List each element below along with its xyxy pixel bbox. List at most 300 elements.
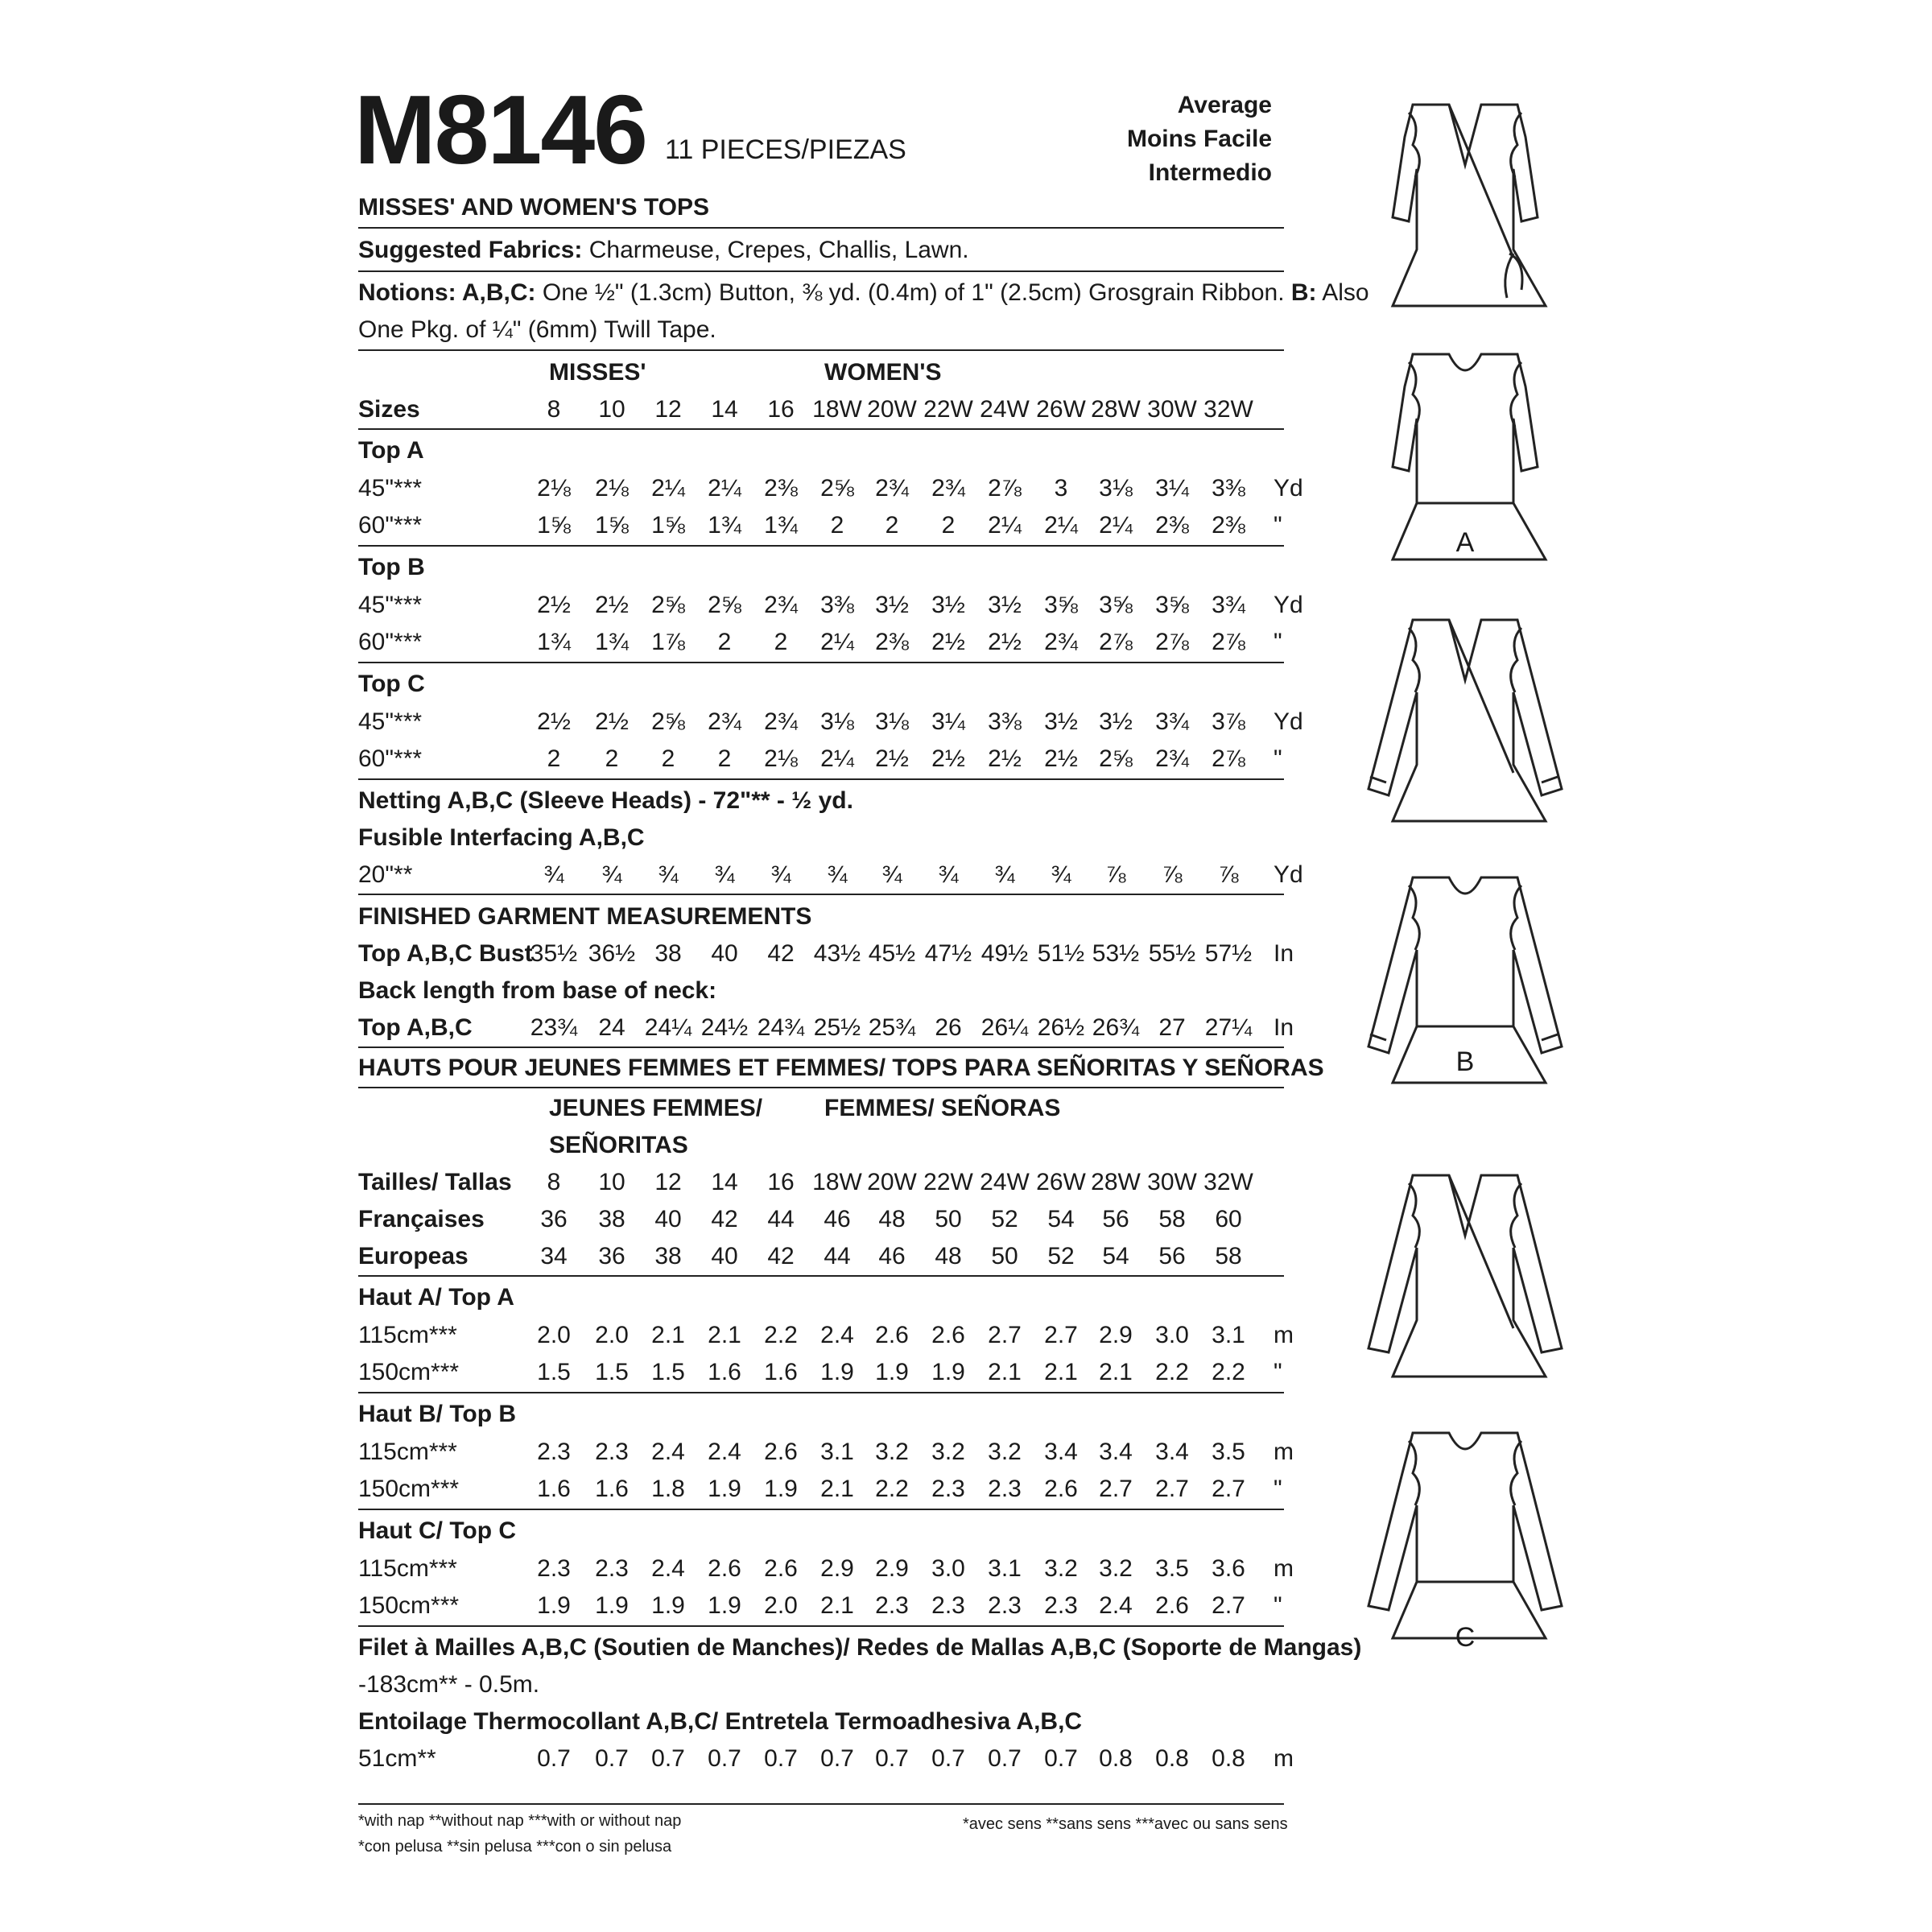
size-header: 28W [1091, 396, 1141, 423]
table-cell: 2.0 [764, 1592, 798, 1619]
table-cell: 2 [941, 512, 956, 539]
netting-amount-metric: -183cm** - 0.5m. [358, 1671, 540, 1698]
table-cell: 2⅝ [1099, 745, 1133, 772]
table-cell: 47½ [924, 940, 972, 967]
table-cell: 3⅝ [1155, 592, 1189, 618]
table-cell: 1.5 [537, 1359, 571, 1385]
table-cell: 2⅞ [1212, 629, 1245, 655]
misses-label-es: SEÑORITAS [549, 1132, 688, 1158]
table-cell: 2.7 [1212, 1476, 1245, 1502]
table-cell: 2⅞ [988, 475, 1022, 502]
table-cell: 24¼ [644, 1014, 692, 1041]
pattern-number: M8146 [354, 75, 647, 184]
table-cell: 1.6 [708, 1359, 741, 1385]
table-cell: 1⅝ [651, 512, 685, 539]
table-cell: 2⅞ [1212, 745, 1245, 772]
table-cell: 46 [824, 1206, 851, 1232]
level-es: Intermedio [1148, 159, 1272, 186]
table-cell: 3⅝ [1099, 592, 1133, 618]
table-cell: 2.4 [651, 1439, 685, 1465]
table-cell: 0.7 [875, 1745, 909, 1772]
table-cell: 2⅞ [1155, 629, 1189, 655]
table-cell: 2 [547, 745, 561, 772]
table-cell: 2.4 [1099, 1592, 1133, 1619]
table-cell: 3⅜ [820, 592, 854, 618]
table-cell: 48 [878, 1206, 906, 1232]
table-cell: 2.4 [651, 1555, 685, 1582]
table-cell: 27¼ [1204, 1014, 1253, 1041]
table-cell: 1¾ [537, 629, 571, 655]
divider [358, 545, 1284, 547]
table-cell: 0.7 [1044, 1745, 1078, 1772]
table-cell: 2½ [1044, 745, 1078, 772]
table-cell: 42 [767, 1243, 795, 1269]
divider [358, 270, 1284, 272]
table-cell: 2⅜ [1155, 512, 1189, 539]
table-cell: ¾ [881, 861, 902, 888]
table-cell: 24W [980, 1169, 1030, 1195]
table-cell: 3.6 [1212, 1555, 1245, 1582]
notions-label: Notions: A,B,C: [358, 279, 536, 306]
size-header: 10 [598, 396, 625, 423]
size-header: 20W [867, 396, 917, 423]
table-cell: 3.0 [1155, 1322, 1189, 1348]
footnote-es: *con pelusa **sin pelusa ***con o sin pelusa [358, 1838, 672, 1856]
interfacing-title-metric: Entoilage Thermocollant A,B,C/ Entretela Termoadhesiva A,B,C [358, 1708, 1083, 1735]
group-title: Top B [358, 554, 425, 580]
table-cell: 3½ [1044, 708, 1078, 735]
table-cell: 2 [661, 745, 675, 772]
table-cell: 2.6 [708, 1555, 741, 1582]
table-cell: 54 [1102, 1243, 1129, 1269]
table-cell: 1.9 [708, 1592, 741, 1619]
table-cell: 2¼ [1099, 512, 1133, 539]
pattern-pieces-count: 11 PIECES/PIEZAS [665, 134, 906, 165]
table-cell: 45½ [868, 940, 916, 967]
unit-label: In [1274, 1014, 1294, 1041]
row-label: 60"*** [358, 512, 423, 539]
table-cell: 2.1 [820, 1476, 854, 1502]
view-a-label: A [1455, 527, 1475, 558]
table-cell: 3.4 [1155, 1439, 1189, 1465]
footnote-fr: *avec sens **sans sens ***avec ou sans sens [963, 1815, 1288, 1833]
table-cell: 44 [767, 1206, 795, 1232]
table-cell: 2⅝ [820, 475, 854, 502]
unit-label: " [1274, 629, 1282, 655]
table-cell: 2.4 [708, 1439, 741, 1465]
table-cell: 42 [767, 940, 795, 967]
row-label: 60"*** [358, 629, 423, 655]
row-label: 20"** [358, 861, 413, 888]
table-cell: ¾ [827, 861, 848, 888]
table-cell: 51½ [1037, 940, 1085, 967]
footnote-en: *with nap **without nap ***with or without nap [358, 1812, 682, 1830]
netting-line-metric: Filet à Mailles A,B,C (Soutien de Manches)/ Redes de Mallas A,B,C (Soporte de Mangas) [358, 1634, 1362, 1661]
fabrics-text: Charmeuse, Crepes, Challis, Lawn. [588, 237, 969, 263]
table-cell: 2.7 [988, 1322, 1022, 1348]
row-label: Tailles/ Tallas [358, 1169, 512, 1195]
view-c-back-sketch [1320, 604, 1610, 837]
table-cell: 3⅛ [875, 708, 909, 735]
table-cell: 22W [923, 1169, 973, 1195]
table-cell: 25¾ [868, 1014, 916, 1041]
table-cell: 2¾ [875, 475, 909, 502]
table-cell: 2 [774, 629, 788, 655]
table-cell: 24¾ [757, 1014, 805, 1041]
table-cell: 38 [654, 1243, 682, 1269]
table-cell: 10 [598, 1169, 625, 1195]
table-cell: 0.7 [820, 1745, 854, 1772]
table-cell: 26 [935, 1014, 962, 1041]
table-cell: 2.1 [1099, 1359, 1133, 1385]
table-cell: 1.9 [820, 1359, 854, 1385]
table-cell: 2⅞ [1099, 629, 1133, 655]
table-cell: 1⅞ [651, 629, 685, 655]
divider [358, 1625, 1284, 1627]
table-cell: ¾ [543, 861, 564, 888]
divider [358, 349, 1284, 351]
row-label: 150cm*** [358, 1476, 460, 1502]
table-cell: 3⅜ [1212, 475, 1245, 502]
table-cell: 3⅞ [1212, 708, 1245, 735]
table-cell: 2¼ [651, 475, 685, 502]
table-cell: 2¼ [988, 512, 1022, 539]
table-cell: 2.6 [931, 1322, 965, 1348]
group-title: Haut A/ Top A [358, 1284, 514, 1311]
table-cell: 2¾ [1044, 629, 1078, 655]
divider [358, 894, 1284, 895]
table-cell: 26½ [1037, 1014, 1085, 1041]
table-cell: 2½ [595, 708, 629, 735]
row-label: 51cm** [358, 1745, 436, 1772]
table-cell: 3 [1054, 475, 1068, 502]
table-cell: 48 [935, 1243, 962, 1269]
table-cell: 26¼ [980, 1014, 1029, 1041]
divider [358, 227, 1284, 229]
table-cell: 0.7 [988, 1745, 1022, 1772]
unit-label: m [1274, 1322, 1294, 1348]
notions-tail: Also [1322, 279, 1369, 306]
table-cell: 2.1 [820, 1592, 854, 1619]
row-label: 45"*** [358, 708, 423, 735]
table-cell: 2.1 [651, 1322, 685, 1348]
table-cell: 25½ [813, 1014, 861, 1041]
size-header: 30W [1147, 396, 1197, 423]
table-cell: 1.6 [595, 1476, 629, 1502]
table-cell: 2.9 [875, 1555, 909, 1582]
table-cell: 2⅛ [764, 745, 798, 772]
womens-label: WOMEN'S [824, 359, 942, 386]
table-cell: 2.3 [1044, 1592, 1078, 1619]
size-header: 24W [980, 396, 1030, 423]
table-cell: 2¾ [1155, 745, 1189, 772]
table-cell: 1.9 [764, 1476, 798, 1502]
row-label: 150cm*** [358, 1592, 460, 1619]
unit-label: Yd [1274, 708, 1303, 735]
table-cell: 2.6 [1155, 1592, 1189, 1619]
table-cell: 12 [654, 1169, 682, 1195]
row-label: 150cm*** [358, 1359, 460, 1385]
table-cell: 0.7 [651, 1745, 685, 1772]
table-cell: 53½ [1092, 940, 1140, 967]
table-cell: 0.7 [708, 1745, 741, 1772]
table-cell: 2.1 [1044, 1359, 1078, 1385]
table-cell: 3¼ [1155, 475, 1189, 502]
table-cell: 26W [1036, 1169, 1086, 1195]
notions-text: One ½" (1.3cm) Button, ⅜ yd. (0.4m) of 1" (2.5cm) Grosgrain Ribbon. [542, 279, 1285, 306]
row-label: Top A,B,C Bust [358, 940, 533, 967]
table-cell: 1.5 [651, 1359, 685, 1385]
unit-label: m [1274, 1555, 1294, 1582]
table-cell: 36 [598, 1243, 625, 1269]
unit-label: Yd [1274, 592, 1303, 618]
level-fr: Moins Facile [1126, 126, 1272, 152]
divider [358, 1046, 1284, 1048]
table-cell: 1.9 [537, 1592, 571, 1619]
size-header: 16 [767, 396, 795, 423]
table-cell: 2½ [595, 592, 629, 618]
divider [358, 1392, 1284, 1393]
group-title: Haut C/ Top C [358, 1517, 517, 1544]
table-cell: 16 [767, 1169, 795, 1195]
table-cell: 27 [1158, 1014, 1186, 1041]
table-cell: 34 [540, 1243, 568, 1269]
unit-label: Yd [1274, 475, 1303, 502]
size-header: 12 [654, 396, 682, 423]
table-cell: 24 [598, 1014, 625, 1041]
table-cell: 44 [824, 1243, 851, 1269]
table-cell: 1¾ [764, 512, 798, 539]
table-cell: 3.2 [875, 1439, 909, 1465]
table-cell: 2⅜ [875, 629, 909, 655]
misses-label: MISSES' [549, 359, 646, 386]
table-cell: ¾ [994, 861, 1015, 888]
table-cell: 1.9 [708, 1476, 741, 1502]
table-cell: 3½ [1099, 708, 1133, 735]
table-cell: 1¾ [708, 512, 741, 539]
view-c-front-sketch [1320, 1417, 1610, 1650]
row-label: Europeas [358, 1243, 469, 1269]
unit-label: " [1274, 1476, 1282, 1502]
table-cell: ¾ [1051, 861, 1071, 888]
table-cell: 2.2 [1155, 1359, 1189, 1385]
table-cell: 2¾ [764, 592, 798, 618]
table-cell: 2.6 [1044, 1476, 1078, 1502]
table-cell: 2⅝ [708, 592, 741, 618]
fabrics-label: Suggested Fabrics: [358, 237, 583, 263]
table-cell: 58 [1215, 1243, 1242, 1269]
table-cell: 1.6 [764, 1359, 798, 1385]
table-cell: 42 [711, 1206, 738, 1232]
table-cell: 2.6 [764, 1555, 798, 1582]
table-cell: ⅞ [1162, 861, 1183, 888]
unit-label: " [1274, 1359, 1282, 1385]
table-cell: 2.3 [537, 1555, 571, 1582]
notions-line-1 [358, 281, 1369, 305]
table-cell: 2.7 [1044, 1322, 1078, 1348]
row-label: 60"*** [358, 745, 423, 772]
finished-title: FINISHED GARMENT MEASUREMENTS [358, 903, 812, 930]
table-cell: 58 [1158, 1206, 1186, 1232]
table-cell: 18W [812, 1169, 862, 1195]
table-cell: ⅞ [1105, 861, 1126, 888]
row-label: Top A,B,C [358, 1014, 473, 1041]
table-cell: 49½ [980, 940, 1029, 967]
table-cell: 0.7 [537, 1745, 571, 1772]
table-cell: 40 [654, 1206, 682, 1232]
table-cell: 23¾ [530, 1014, 578, 1041]
table-cell: 2.3 [595, 1439, 629, 1465]
table-cell: 2.7 [1099, 1476, 1133, 1502]
notions-line-2: One Pkg. of ¼" (6mm) Twill Tape. [358, 316, 716, 343]
difficulty-level [1063, 89, 1272, 190]
row-label: 115cm*** [358, 1439, 457, 1465]
garment-illustrations [1320, 89, 1610, 1666]
table-cell: 1⅝ [595, 512, 629, 539]
table-cell: 2.2 [764, 1322, 798, 1348]
table-cell: 3.1 [988, 1555, 1022, 1582]
table-cell: 2⅜ [1212, 512, 1245, 539]
table-cell: 2 [830, 512, 844, 539]
table-cell: 0.8 [1155, 1745, 1189, 1772]
table-cell: ¾ [714, 861, 735, 888]
table-cell: 56 [1158, 1243, 1186, 1269]
table-cell: 2⅛ [595, 475, 629, 502]
pattern-title: MISSES' AND WOMEN'S TOPS [358, 194, 709, 221]
table-cell: 2.3 [931, 1592, 965, 1619]
table-cell: 2¾ [931, 475, 965, 502]
table-cell: 2.3 [931, 1476, 965, 1502]
group-title: Top A [358, 437, 424, 464]
table-cell: 60 [1215, 1206, 1242, 1232]
table-cell: 2½ [988, 745, 1022, 772]
table-cell: 2¾ [764, 708, 798, 735]
row-label: 115cm*** [358, 1322, 457, 1348]
group-title: Top C [358, 671, 425, 697]
table-cell: 2.9 [820, 1555, 854, 1582]
table-cell: 3.4 [1099, 1439, 1133, 1465]
table-cell: 2⅜ [764, 475, 798, 502]
sizes-label: Sizes [358, 396, 420, 423]
unit-label: In [1274, 940, 1294, 967]
table-cell: 0.8 [1212, 1745, 1245, 1772]
divider [358, 1275, 1284, 1277]
table-cell: 3.1 [820, 1439, 854, 1465]
table-cell: 2.2 [1212, 1359, 1245, 1385]
view-c-label: C [1455, 1622, 1476, 1653]
unit-label: m [1274, 1745, 1294, 1772]
table-cell: 54 [1047, 1206, 1075, 1232]
table-cell: 0.7 [595, 1745, 629, 1772]
row-label: 45"*** [358, 475, 423, 502]
table-cell: 3½ [988, 592, 1022, 618]
table-cell: 38 [654, 940, 682, 967]
table-cell: ¾ [658, 861, 679, 888]
table-cell: 3⅛ [820, 708, 854, 735]
back-length-title: Back length from base of neck: [358, 977, 717, 1004]
table-cell: 3⅜ [988, 708, 1022, 735]
table-cell: 1.8 [651, 1476, 685, 1502]
size-header: 22W [923, 396, 973, 423]
netting-line: Netting A,B,C (Sleeve Heads) - 72"** - ½ yd. [358, 787, 853, 814]
table-cell: 2.9 [1099, 1322, 1133, 1348]
table-cell: 2.7 [1212, 1592, 1245, 1619]
table-cell: 0.8 [1099, 1745, 1133, 1772]
table-cell: 2 [717, 745, 732, 772]
table-cell: 2.6 [764, 1439, 798, 1465]
table-cell: 1.5 [595, 1359, 629, 1385]
womens-label-fr-es: FEMMES/ SEÑORAS [824, 1095, 1061, 1121]
table-cell: 2.3 [988, 1476, 1022, 1502]
row-label: 115cm*** [358, 1555, 457, 1582]
unit-label: m [1274, 1439, 1294, 1465]
table-cell: 2 [605, 745, 619, 772]
table-cell: 52 [1047, 1243, 1075, 1269]
table-cell: 0.7 [764, 1745, 798, 1772]
unit-label: " [1274, 512, 1282, 539]
table-cell: 3.1 [1212, 1322, 1245, 1348]
size-header: 18W [812, 396, 862, 423]
fabrics-line [358, 238, 969, 262]
size-header: 26W [1036, 396, 1086, 423]
divider [358, 778, 1284, 780]
table-cell: 2 [885, 512, 899, 539]
table-cell: 3½ [931, 592, 965, 618]
table-cell: 2½ [988, 629, 1022, 655]
divider [358, 1087, 1284, 1088]
table-cell: 40 [711, 1243, 738, 1269]
table-cell: 2¾ [708, 708, 741, 735]
size-header: 8 [547, 396, 561, 423]
table-cell: 2.3 [988, 1592, 1022, 1619]
table-cell: 3.5 [1155, 1555, 1189, 1582]
table-cell: 40 [711, 940, 738, 967]
table-cell: 2⅝ [651, 592, 685, 618]
divider [358, 662, 1284, 663]
table-cell: 2.3 [875, 1592, 909, 1619]
table-cell: 2.0 [595, 1322, 629, 1348]
table-cell: 46 [878, 1243, 906, 1269]
table-cell: 3⅛ [1099, 475, 1133, 502]
table-cell: 3⅝ [1044, 592, 1078, 618]
level-en: Average [1177, 92, 1272, 118]
table-cell: 3¾ [1212, 592, 1245, 618]
table-cell: 2½ [931, 629, 965, 655]
metric-title: HAUTS POUR JEUNES FEMMES ET FEMMES/ TOPS PARA SEÑORITAS Y SEÑORAS [358, 1055, 1324, 1081]
table-cell: 2.4 [820, 1322, 854, 1348]
table-cell: 2.2 [875, 1476, 909, 1502]
table-cell: ⅞ [1218, 861, 1239, 888]
table-cell: 32W [1203, 1169, 1253, 1195]
view-b-label: B [1455, 1046, 1475, 1077]
table-cell: 20W [867, 1169, 917, 1195]
table-cell: 2.1 [708, 1322, 741, 1348]
footnote-divider [358, 1803, 1284, 1805]
unit-label: " [1274, 1592, 1282, 1619]
misses-label-fr: JEUNES FEMMES/ [549, 1095, 763, 1121]
size-header: 32W [1203, 396, 1253, 423]
table-cell: 3.2 [1044, 1555, 1078, 1582]
table-cell: 50 [991, 1243, 1018, 1269]
table-cell: 3.2 [1099, 1555, 1133, 1582]
table-cell: 3¾ [1155, 708, 1189, 735]
table-cell: ¾ [938, 861, 959, 888]
table-cell: 2.0 [537, 1322, 571, 1348]
table-cell: 3.5 [1212, 1439, 1245, 1465]
table-cell: 57½ [1204, 940, 1253, 967]
table-cell: 3½ [875, 592, 909, 618]
table-cell: 14 [711, 1169, 738, 1195]
